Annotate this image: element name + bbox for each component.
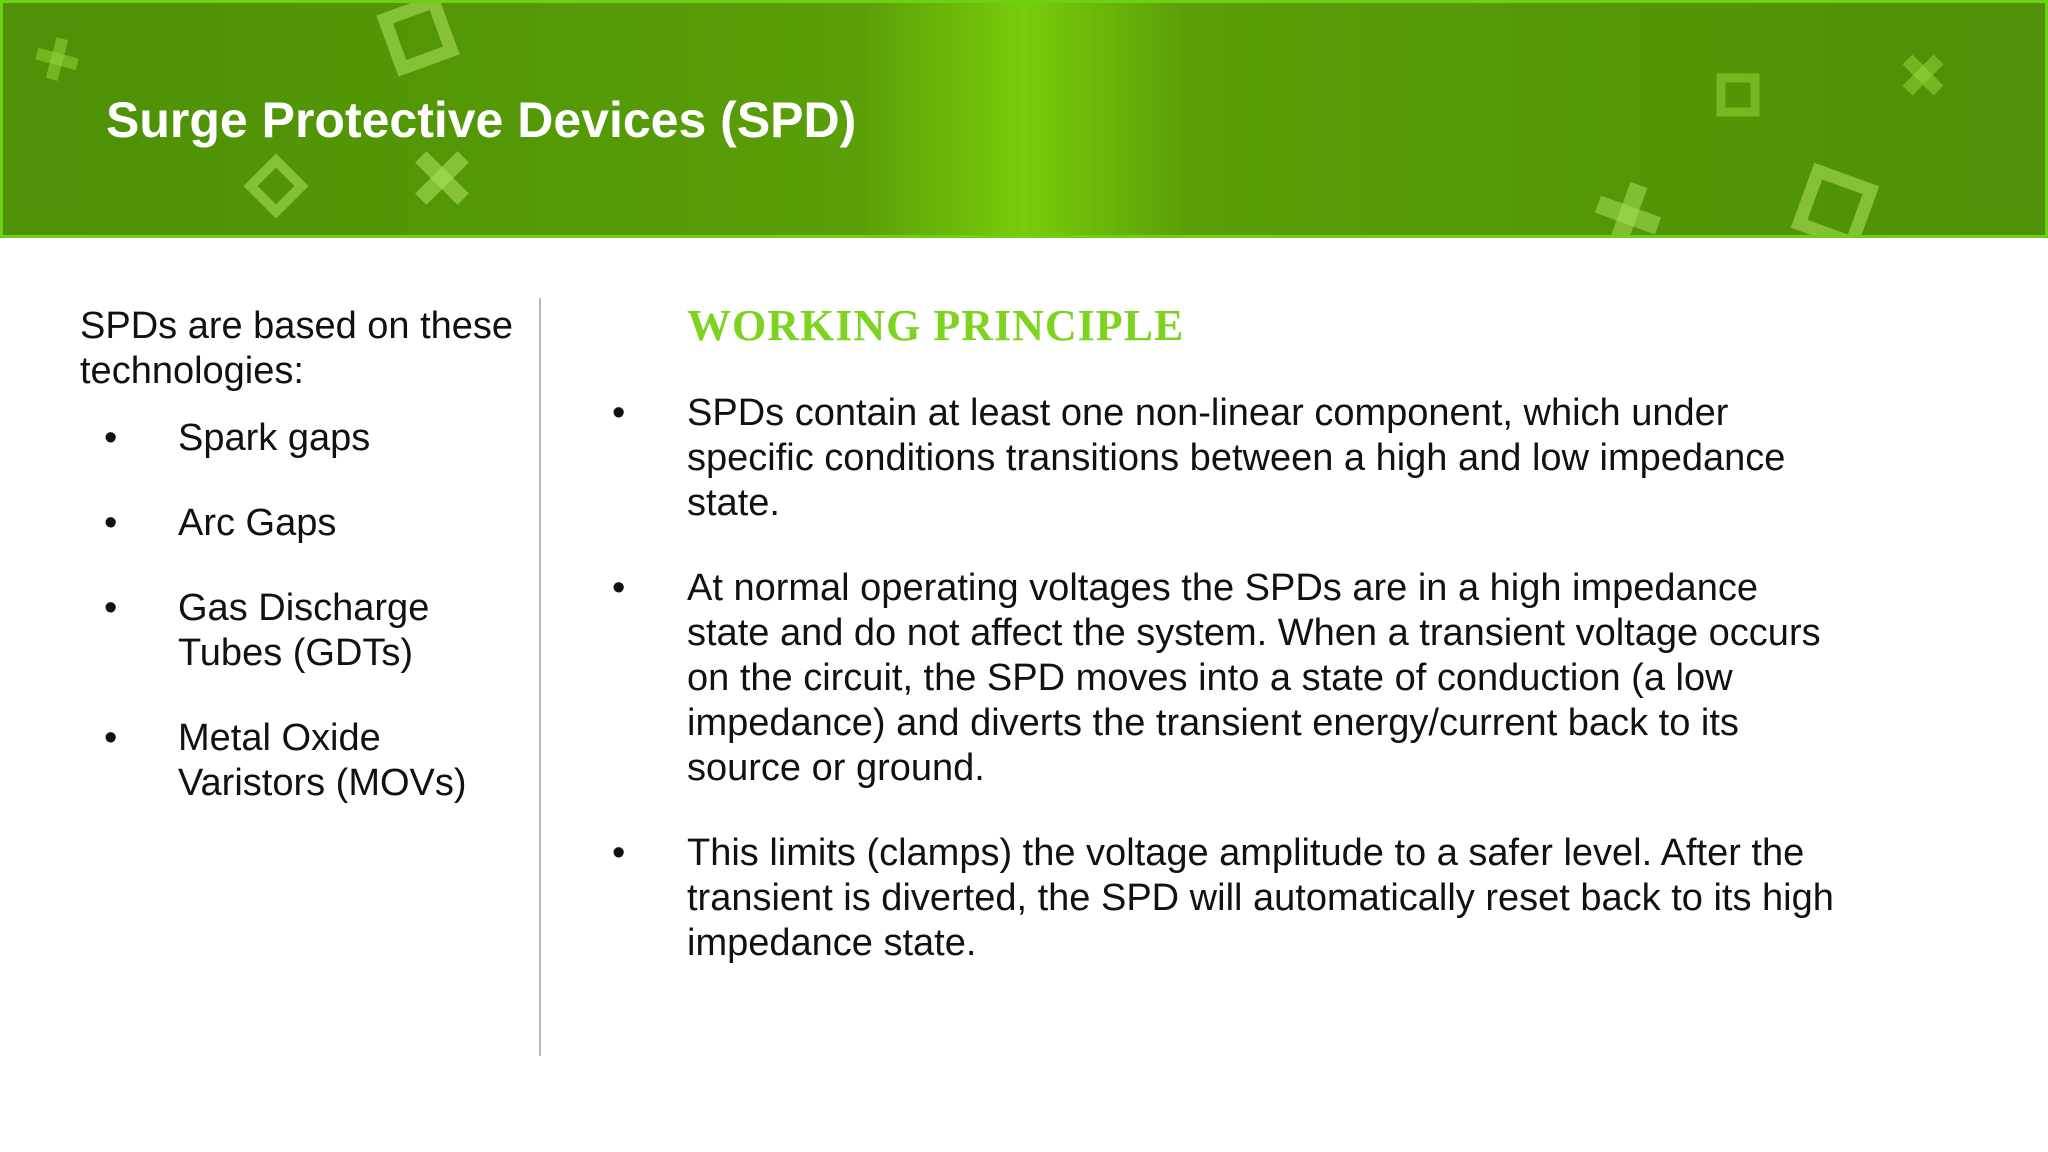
bullet: • bbox=[104, 502, 118, 544]
bullet: • bbox=[104, 417, 118, 459]
technologies-list bbox=[80, 416, 520, 806]
principle-item bbox=[600, 391, 1840, 526]
list-item-movs bbox=[80, 716, 520, 806]
title-banner bbox=[0, 0, 2048, 238]
principle-text: SPDs contain at least one non-linear component, which under specific conditions transitions between a high and low impedance state. bbox=[687, 392, 1786, 524]
list-item-label: Gas Discharge Tubes (GDTs) bbox=[178, 587, 430, 674]
list-item-arc-gaps bbox=[80, 501, 520, 546]
principle-item bbox=[600, 566, 1840, 791]
list-item-label: Spark gaps bbox=[178, 417, 371, 459]
principle-text: This limits (clamps) the voltage amplitude to a safer level. After the transient is diverted, the SPD will automatically reset back to its high impedance state. bbox=[687, 832, 1834, 964]
bullet: • bbox=[104, 587, 118, 629]
list-item-label: Metal Oxide Varistors (MOVs) bbox=[178, 717, 467, 804]
bullet: • bbox=[612, 567, 626, 609]
list-item-gdts bbox=[80, 586, 520, 676]
technologies-panel bbox=[80, 304, 520, 846]
principle-text: At normal operating voltages the SPDs are in a high impedance state and do not affect the system. When a transient voltage occurs on the circuit, the SPD moves into a state of conduction (a low impedance) and diverts the transient energy/current back to its source or ground. bbox=[687, 567, 1821, 789]
list-item-spark-gaps bbox=[80, 416, 520, 461]
bullet: • bbox=[104, 717, 118, 759]
slide-title: Surge Protective Devices (SPD) bbox=[106, 92, 857, 148]
principle-item bbox=[600, 831, 1840, 966]
column-divider bbox=[539, 298, 541, 1056]
list-item-label: Arc Gaps bbox=[178, 502, 337, 544]
bullet: • bbox=[612, 832, 626, 874]
technologies-intro: SPDs are based on these technologies: bbox=[80, 305, 514, 392]
section-heading: WORKING PRINCIPLE bbox=[687, 301, 1185, 350]
working-principle-panel bbox=[600, 300, 1840, 1006]
bullet: • bbox=[612, 392, 626, 434]
principle-list bbox=[600, 391, 1840, 966]
